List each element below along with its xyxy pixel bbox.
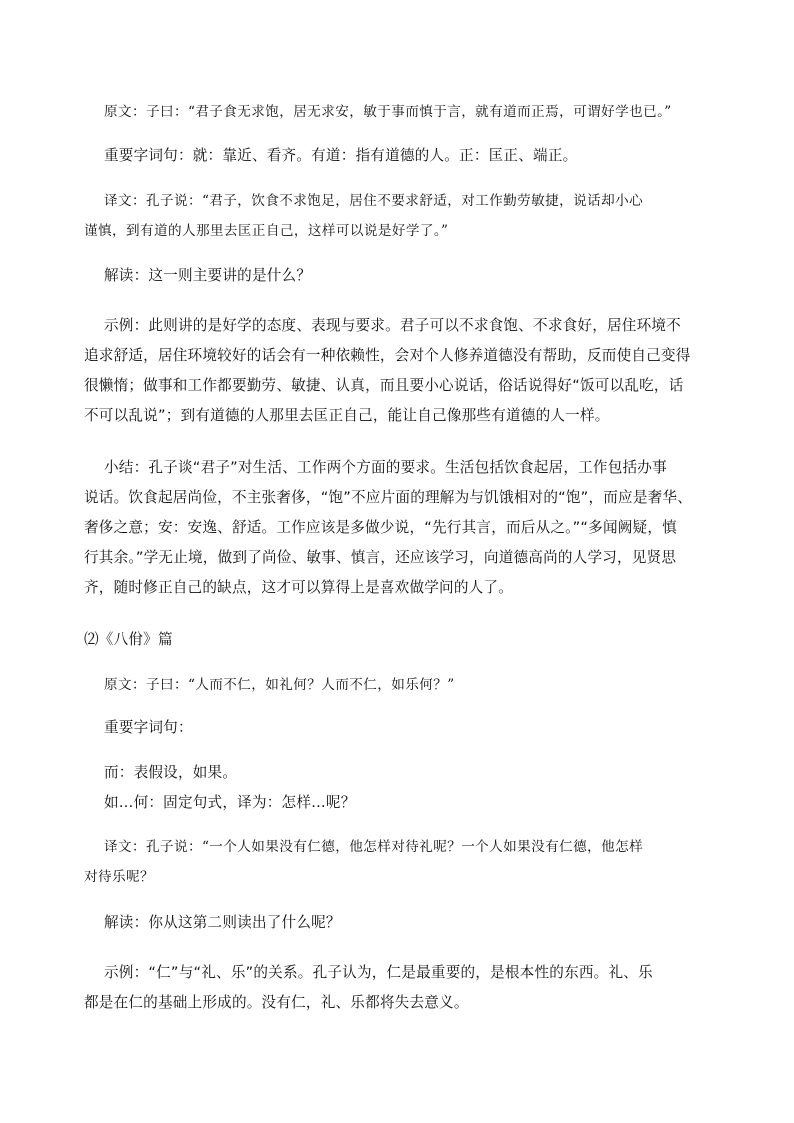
key-word-ru-he: 如…何：固定句式，译为：怎样…呢？ — [104, 794, 356, 811]
translation-2-line-2: 对待乐呢？ — [84, 869, 154, 885]
key-words-2-heading: 重要字词句： — [104, 719, 193, 736]
key-word-er: 而：表假设，如果。 — [104, 764, 238, 781]
key-words-1: 重要字词句：就：靠近、看齐。有道：指有道德的人。正：匡正、端正。 — [104, 147, 578, 164]
original-text-1: 原文：子曰：“君子食无求饱，居无求安，敏于事而慎于言，就有道而正焉，可谓好学也已。” — [104, 104, 672, 120]
summary-line-1: 小结：孔子谈“君子”对生活、工作两个方面的要求。生活包括饮食起居，工作包括办事 — [104, 459, 667, 476]
interpretation-1: 解读：这一则主要讲的是什么？ — [104, 267, 312, 284]
example-2-line-1: 示例：“仁”与“礼、乐”的关系。孔子认为，仁是最重要的，是根本性的东西。礼、乐 — [104, 964, 653, 981]
translation-1-line-1: 译文：孔子说：“君子，饮食不求饱足，居住不要求舒适，对工作勤劳敏捷，说话却小心 — [104, 193, 644, 209]
summary-line-4: 行其余。”学无止境，做到了尚俭、敏事、慎言，还应该学习，向道德高尚的人学习，见贤思 — [84, 549, 677, 566]
example-1-line-4: 不可以乱说”；到有道德的人那里去匡正自己，能让自己像那些有道德的人一样。 — [84, 407, 610, 424]
summary-line-2: 说话。饮食起居尚俭，不主张奢侈，“饱”不应片面的理解为与饥饿相对的“饱”，而应是奢华、 — [84, 489, 693, 506]
original-text-2: 原文：子曰：“人而不仁，如礼何？人而不仁，如乐何？” — [104, 677, 455, 693]
interpretation-2: 解读：你从这第二则读出了什么呢？ — [104, 914, 341, 931]
summary-line-3: 奢侈之意；安：安逸、舒适。工作应该是多做少说，“先行其言，而后从之。”“多闻阙疑，慎 — [84, 519, 677, 536]
translation-1-line-2: 谨慎，到有道的人那里去匡正自己，这样可以说是好学了。” — [84, 223, 449, 239]
section-heading-ba-yi: ⑵《八佾》篇 — [84, 631, 173, 648]
translation-2-line-1: 译文：孔子说：“一个人如果没有仁德，他怎样对待礼呢？一个人如果没有仁德，他怎样 — [104, 839, 644, 855]
example-1-line-3: 很懒惰；做事和工作都要勤劳、敏捷、认真，而且要小心说话，俗话说得好“饭可以乱吃，话 — [84, 377, 684, 394]
example-1-line-1: 示例：此则讲的是好学的态度、表现与要求。君子可以不求食饱、不求食好，居住环境不 — [104, 317, 681, 334]
example-2-line-2: 都是在仁的基础上形成的。没有仁，礼、乐都将失去意义。 — [84, 994, 469, 1011]
summary-line-5: 齐，随时修正自己的缺点，这才可以算得上是喜欢做学问的人了。 — [84, 579, 514, 596]
example-1-line-2: 追求舒适，居住环境较好的话会有一种依赖性，会对个人修养道德没有帮助，反而使自己变得 — [84, 347, 691, 364]
